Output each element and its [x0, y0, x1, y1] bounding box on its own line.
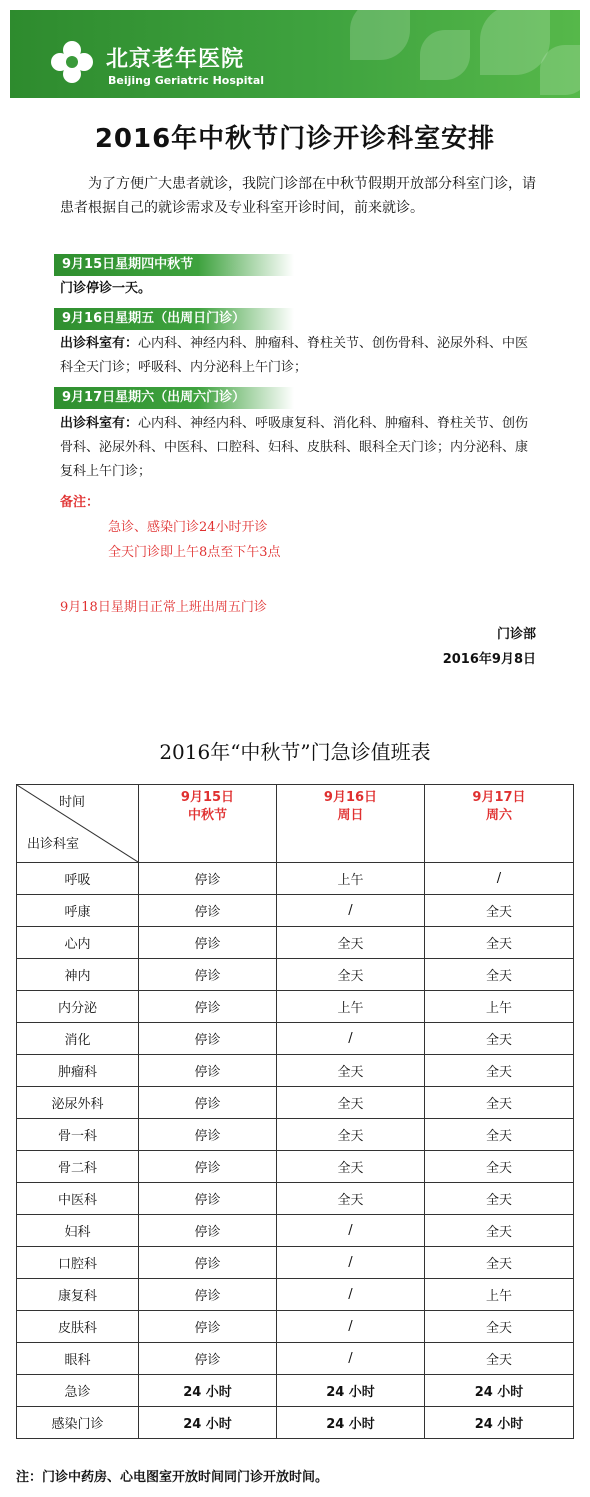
schedule-cell: / [277, 1215, 425, 1247]
schedule-cell: / [277, 1279, 425, 1311]
table-row [17, 1375, 574, 1407]
schedule-cell: 停诊 [139, 1119, 277, 1151]
column-sub: 中秋节 [187, 808, 227, 823]
schedule-cell: 全天 [277, 927, 425, 959]
section-heading: 9月16日星期五（出周日门诊） [54, 308, 294, 330]
table-row [17, 1151, 574, 1183]
schedule-cell: 上午 [277, 991, 425, 1023]
table-row [17, 1183, 574, 1215]
hospital-name-en: Beijing Geriatric Hospital [108, 74, 265, 87]
extra-note: 9月18日星期日正常上班出周五门诊 [60, 600, 267, 615]
schedule-cell: 全天 [277, 959, 425, 991]
corner-cell [17, 785, 139, 863]
leaf-decoration [420, 30, 470, 80]
dept-cell: 心内 [17, 927, 139, 959]
column-date: 9月16日 [323, 790, 378, 805]
dept-cell: 呼康 [17, 895, 139, 927]
table-row [17, 1279, 574, 1311]
schedule-cell: 24 小时 [139, 1375, 277, 1407]
schedule-cell: 停诊 [139, 959, 277, 991]
table-row [17, 1119, 574, 1151]
dept-cell: 妇科 [17, 1215, 139, 1247]
schedule-cell: 停诊 [139, 1215, 277, 1247]
schedule-cell: / [277, 1343, 425, 1375]
schedule-cell: 全天 [277, 1119, 425, 1151]
schedule-cell: 全天 [425, 1183, 574, 1215]
schedule-cell: 停诊 [139, 1151, 277, 1183]
dept-cell: 泌尿外科 [17, 1087, 139, 1119]
schedule-body [17, 863, 574, 1439]
section-heading: 9月17日星期六（出周六门诊） [54, 387, 294, 409]
schedule-cell: 停诊 [139, 895, 277, 927]
schedule-cell: / [425, 863, 574, 895]
dept-cell: 急诊 [17, 1375, 139, 1407]
schedule-cell: 停诊 [139, 1183, 277, 1215]
schedule-cell: 停诊 [139, 1311, 277, 1343]
table-row [17, 1087, 574, 1119]
table-row [17, 1247, 574, 1279]
schedule-cell: 停诊 [139, 991, 277, 1023]
schedule-cell: 全天 [425, 1247, 574, 1279]
schedule-cell: 上午 [425, 1279, 574, 1311]
schedule-cell: 停诊 [139, 1087, 277, 1119]
note-label: 备注： [60, 495, 100, 510]
schedule-cell: 全天 [277, 1055, 425, 1087]
notice-title: 2016年中秋节门诊开诊科室安排 [94, 124, 496, 154]
schedule-cell: 全天 [425, 927, 574, 959]
schedule-cell: 全天 [425, 1343, 574, 1375]
table-header-row [17, 785, 574, 863]
note-line: 急诊、感染门诊24小时开诊 [108, 520, 268, 535]
schedule-cell: / [277, 895, 425, 927]
dept-cell: 康复科 [17, 1279, 139, 1311]
section-heading: 9月15日星期四中秋节 [54, 254, 294, 276]
column-sub: 周日 [337, 808, 364, 823]
column-header [425, 785, 574, 863]
notice-intro: 为了方便广大患者就诊，我院门诊部在中秋节假期开放部分科室门诊，请患者根据自己的就诊需求及专业科室开诊时间，前来就诊。 [60, 176, 536, 216]
schedule-cell: 全天 [425, 1055, 574, 1087]
table-row [17, 1343, 574, 1375]
leaf-decoration [540, 45, 580, 95]
table-row [17, 1311, 574, 1343]
note-line: 全天门诊即上午8点至下午3点 [108, 545, 281, 560]
schedule-cell: 停诊 [139, 1343, 277, 1375]
table-row [17, 1023, 574, 1055]
schedule-cell: 全天 [425, 1151, 574, 1183]
dept-cell: 肿瘤科 [17, 1055, 139, 1087]
corner-time-label: 时间 [59, 795, 86, 810]
column-date: 9月15日 [180, 790, 235, 805]
table-row [17, 991, 574, 1023]
section-label: 出诊科室有： [60, 416, 139, 431]
column-header [139, 785, 277, 863]
section-text [60, 412, 540, 484]
schedule-cell: 全天 [425, 1087, 574, 1119]
schedule-cell: / [277, 1247, 425, 1279]
dept-cell: 骨一科 [17, 1119, 139, 1151]
section-body: 心内科、神经内科、肿瘤科、脊柱关节、创伤骨科、泌尿外科、中医科全天门诊；呼吸科、内分泌科上午门诊； [60, 336, 529, 375]
column-header [277, 785, 425, 863]
section-body: 门诊停诊一天。 [60, 281, 152, 296]
dept-cell: 眼科 [17, 1343, 139, 1375]
schedule-title: 2016年“中秋节”门急诊值班表 [159, 740, 431, 764]
schedule-cell: / [277, 1311, 425, 1343]
leaf-decoration [350, 10, 410, 60]
schedule-cell: 上午 [425, 991, 574, 1023]
schedule-footnote: 注：门诊中药房、心电图室开放时间同门诊开放时间。 [16, 1470, 329, 1485]
signature-dept: 门诊部 [496, 627, 536, 642]
signature-date: 2016年9月8日 [442, 652, 536, 667]
schedule-cell: 全天 [425, 1119, 574, 1151]
schedule-cell: 停诊 [139, 1055, 277, 1087]
section-label: 出诊科室有： [60, 336, 139, 351]
table-row [17, 1215, 574, 1247]
dept-cell: 中医科 [17, 1183, 139, 1215]
schedule-cell: 全天 [277, 1151, 425, 1183]
dept-cell: 感染门诊 [17, 1407, 139, 1439]
table-row [17, 1407, 574, 1439]
table-row [17, 895, 574, 927]
schedule-cell: 全天 [425, 959, 574, 991]
table-row [17, 927, 574, 959]
table-row [17, 1055, 574, 1087]
schedule-cell: 全天 [425, 895, 574, 927]
hospital-name-cn: 北京老年医院 [106, 47, 245, 72]
dept-cell: 口腔科 [17, 1247, 139, 1279]
schedule-cell: 24 小时 [277, 1407, 425, 1439]
hospital-banner [10, 10, 580, 98]
column-date: 9月17日 [472, 790, 526, 805]
schedule-cell: 停诊 [139, 1023, 277, 1055]
schedule-cell: 24 小时 [425, 1407, 574, 1439]
dept-cell: 神内 [17, 959, 139, 991]
corner-dept-label: 出诊科室 [27, 837, 80, 852]
schedule-cell: 24 小时 [277, 1375, 425, 1407]
schedule-cell: 全天 [425, 1311, 574, 1343]
schedule-cell: 24 小时 [425, 1375, 574, 1407]
dept-cell: 内分泌 [17, 991, 139, 1023]
schedule-table [16, 784, 574, 1439]
schedule-cell: 全天 [425, 1023, 574, 1055]
section-body: 心内科、神经内科、呼吸康复科、消化科、肿瘤科、脊柱关节、创伤骨科、泌尿外科、中医科、口腔科、妇科、皮肤科、眼科全天门诊；内分泌科、康复科上午门诊； [60, 416, 529, 479]
section-text [60, 277, 540, 301]
schedule-cell: 全天 [425, 1215, 574, 1247]
schedule-cell: 全天 [277, 1183, 425, 1215]
schedule-cell: 停诊 [139, 1247, 277, 1279]
dept-cell: 皮肤科 [17, 1311, 139, 1343]
schedule-cell: / [277, 1023, 425, 1055]
dept-cell: 呼吸 [17, 863, 139, 895]
schedule-cell: 停诊 [139, 863, 277, 895]
schedule-cell: 24 小时 [139, 1407, 277, 1439]
dept-cell: 骨二科 [17, 1151, 139, 1183]
table-row [17, 863, 574, 895]
schedule-cell: 全天 [277, 1087, 425, 1119]
table-row [17, 959, 574, 991]
schedule-cell: 停诊 [139, 1279, 277, 1311]
column-sub: 周六 [485, 808, 512, 823]
dept-cell: 消化 [17, 1023, 139, 1055]
schedule-cell: 停诊 [139, 927, 277, 959]
schedule-cell: 上午 [277, 863, 425, 895]
section-text [60, 332, 540, 380]
hospital-logo-icon [50, 40, 94, 84]
